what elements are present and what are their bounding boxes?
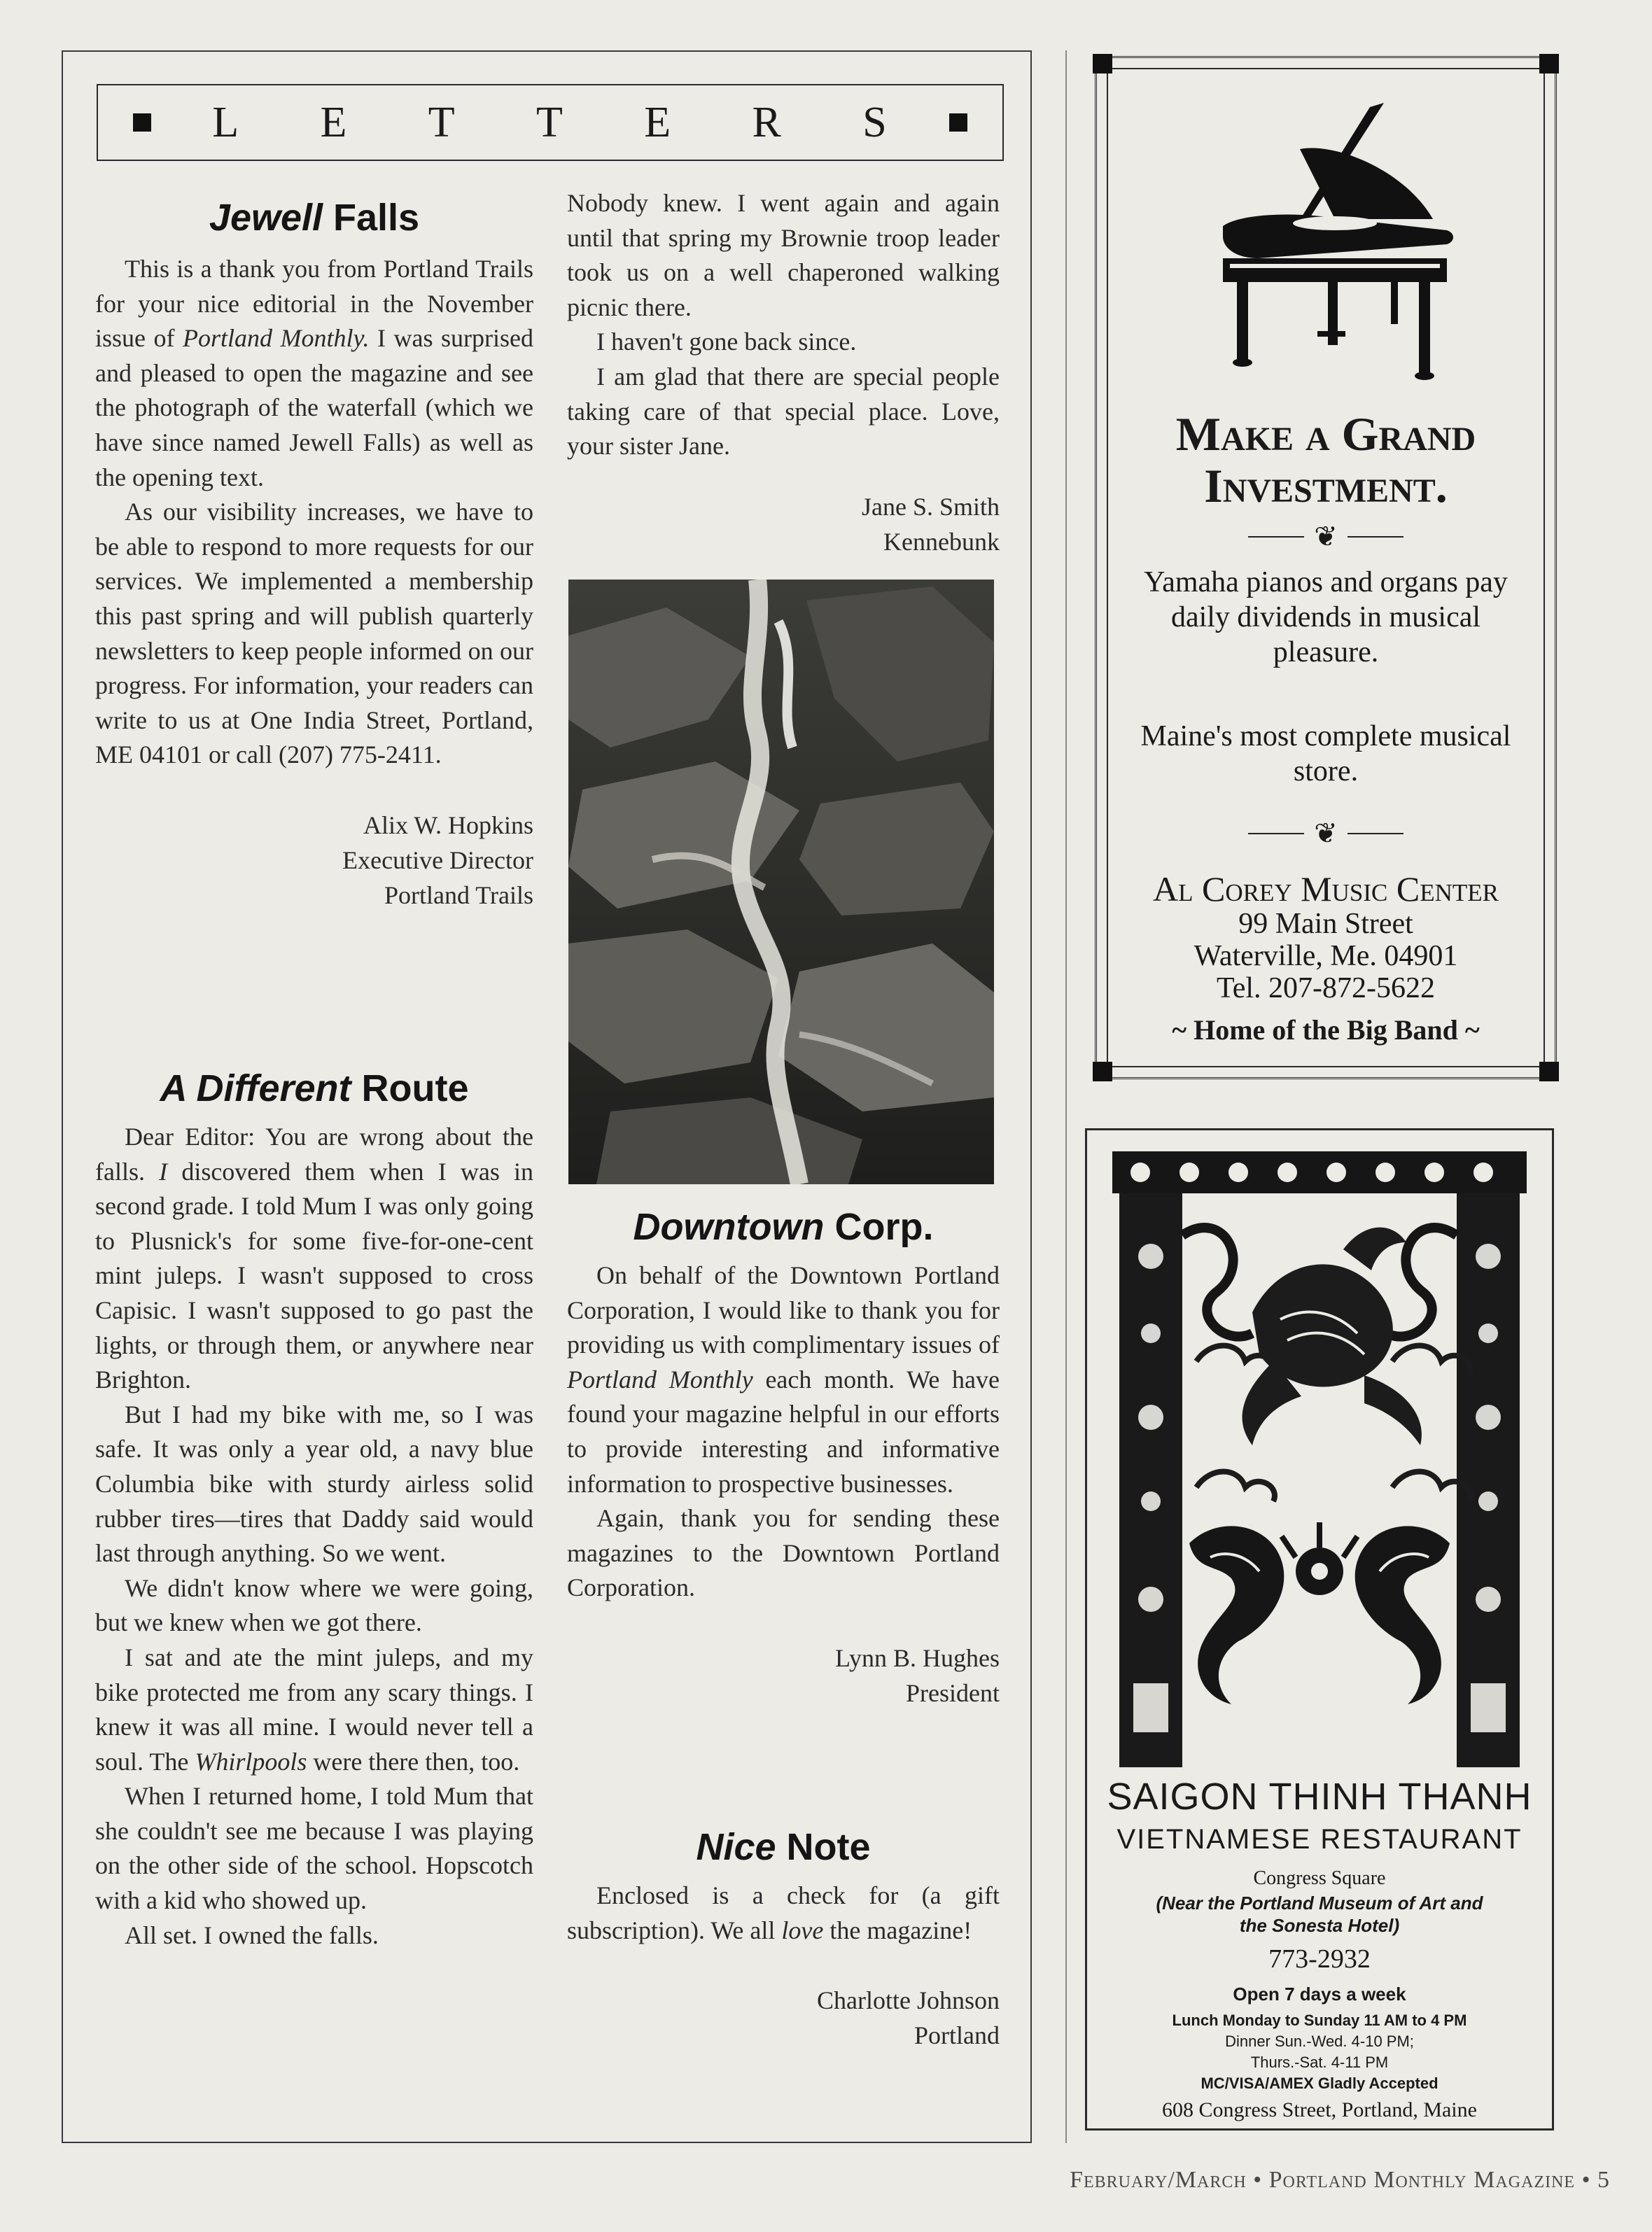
banner-letter: S	[862, 98, 888, 146]
banner-square-left	[133, 113, 151, 132]
headline-different-route: A Different Route	[160, 1067, 469, 1109]
piano-ad-body: Yamaha pianos and organs pay daily dividends in musical pleasure.	[1144, 566, 1508, 668]
restaurant-name: SAIGON THINH THANH	[1107, 1776, 1532, 1818]
paragraph: Nobody knew. I went again and again until that spring my Brownie troop leader took us on a well chaperoned walking picnic there.	[567, 189, 1000, 321]
banner-letter: E	[644, 98, 673, 146]
signature-johnson: Charlotte Johnson Portland	[817, 1986, 1000, 2050]
store-address: 99 Main Street	[1238, 908, 1413, 940]
corner-ornament	[1093, 54, 1112, 73]
banner-title	[151, 98, 949, 148]
store-city: Waterville, Me. 04901	[1194, 940, 1458, 972]
banner-letter: R	[752, 98, 783, 146]
restaurant-open: Open 7 days a week	[1233, 1984, 1406, 2005]
paragraph: On behalf of the Downtown Portland Corporation, I would like to thank you for providing us with complimentary issues of Portland Monthly each month. We have found your magazine helpful in our efforts to provide interesting and informative information to prospective businesses.	[567, 1261, 1000, 1498]
paragraph: This is a thank you from Portland Trails for your nice editorial in the November issue of Portland Monthly. I was surprised and pleased to open the magazine and see the photograph of the waterfall (which we have since named Jewell Falls) as well as the opening text.	[95, 255, 533, 491]
corner-ornament	[1093, 1062, 1112, 1081]
headline-jewell-falls: Jewell Falls	[209, 197, 420, 239]
restaurant-type: VIETNAMESE RESTAURANT	[1116, 1824, 1522, 1855]
paragraph: I sat and ate the mint juleps, and my bike protected me from any scary things. I knew it was all mine. I would never tell a soul. The Whirlpools were there then, too.	[95, 1643, 533, 1776]
signature-smith: Jane S. Smith Kennebunk	[861, 492, 1000, 556]
column-divider	[1065, 50, 1067, 2143]
banner-square-right	[949, 113, 967, 132]
banner-letter: T	[536, 98, 564, 146]
paragraph: Again, thank you for sending these magazines to the Downtown Portland Corporation.	[567, 1504, 1000, 1602]
waterfall-photo	[568, 580, 994, 1184]
letters-banner	[97, 84, 1004, 161]
restaurant-near: (Near the Portland Museum of Art and the Sonesta Hotel)	[1156, 1893, 1483, 1936]
restaurant-cards: MC/VISA/AMEX Gladly Accepted	[1200, 2075, 1438, 2092]
restaurant-dinner-weekend: Thurs.-Sat. 4-11 PM	[1250, 2054, 1389, 2071]
headline-nice-note: Nice Note	[696, 1826, 871, 1868]
corner-ornament	[1539, 54, 1559, 73]
banner-letter: E	[320, 98, 349, 146]
paragraph: I haven't gone back since.	[596, 328, 857, 356]
paragraph: We didn't know where we were going, but we knew when we got there.	[95, 1573, 533, 1637]
paragraph: All set. I owned the falls.	[125, 1921, 379, 1949]
store-phone: Tel. 207-872-5622	[1216, 972, 1435, 1004]
paragraph: Enclosed is a check for (a gift subscription). We all love the magazine!	[567, 1881, 1000, 1944]
piano-ad-headline: Make a Grand Investment.	[1175, 407, 1476, 512]
letter-jewell-falls	[95, 193, 533, 913]
restaurant-lunch: Lunch Monday to Sunday 11 AM to 4 PM	[1172, 2012, 1467, 2029]
banner-letter: T	[428, 98, 456, 146]
paragraph: But I had my bike with me, so I was safe. It was only a year old, a navy blue Columbia bike with sturdy airless solid rubber tires—tires that Daddy said would last through anything. So we went.	[95, 1400, 533, 1568]
piano-ad	[1095, 56, 1557, 1079]
signature-hopkins: Alix W. Hopkins Executive Director Portland Trails	[342, 810, 533, 909]
restaurant-address: 608 Congress Street, Portland, Maine	[1162, 2098, 1477, 2121]
page-footer: February/March • Portland Monthly Magazine • 5	[1070, 2167, 1610, 2193]
letter-different-route	[95, 1064, 533, 1953]
piano-ad-tagline-store: Maine's most complete musical store.	[1140, 720, 1511, 787]
waterfall-image	[568, 580, 994, 1184]
store-tagline: ~ Home of the Big Band ~	[1172, 1014, 1480, 1046]
corner-ornament	[1539, 1062, 1559, 1081]
letter-downtown-corp	[567, 1202, 1000, 1711]
restaurant-phone: 773-2932	[1268, 1944, 1371, 1974]
grand-piano-icon	[1195, 93, 1461, 387]
restaurant-location: Congress Square	[1253, 1867, 1386, 1889]
paragraph: As our visibility increases, we have to be able to respond to more requests for our services. We implemented a membership this past spring and will publish quarterly newsletters to keep people informed on our progress. For information, your readers can write to us at One India Street, Portland, ME 04101 or call (207) 775-2411.	[95, 498, 533, 769]
divider-ornament	[1097, 520, 1555, 553]
paragraph: When I returned home, I told Mum that she couldn't see me because I was playing on the other side of the school. Hopscotch with a kid who showed up.	[95, 1782, 533, 1915]
restaurant-ad	[1085, 1128, 1554, 2131]
signature-hughes: Lynn B. Hughes President	[834, 1643, 1000, 1707]
store-name: Al Corey Music Center	[1153, 869, 1499, 908]
letter-nice-note	[567, 1823, 1000, 2053]
headline-downtown-corp: Downtown Corp.	[633, 1206, 934, 1248]
letter-different-route-continued	[567, 186, 1000, 559]
fleuron-icon: ❦	[1314, 521, 1338, 552]
dragon-gate-illustration	[1112, 1151, 1527, 1767]
banner-letter: L	[212, 98, 241, 146]
paragraph: I am glad that there are special people taking care of that special place. Love, your sister Jane.	[567, 362, 1000, 461]
fleuron-icon: ❦	[1314, 817, 1338, 849]
divider-ornament	[1097, 817, 1555, 850]
paragraph: Dear Editor: You are wrong about the falls. I discovered them when I was in second grade. I told Mum I was only going to Plusnick's for some five-for-one-cent mint juleps. I wasn't supposed to cross Capisic. I wasn't supposed to go past the lights, or through them, or anywhere near Brighton.	[95, 1123, 534, 1394]
restaurant-dinner: Dinner Sun.-Wed. 4-10 PM;	[1225, 2033, 1414, 2050]
